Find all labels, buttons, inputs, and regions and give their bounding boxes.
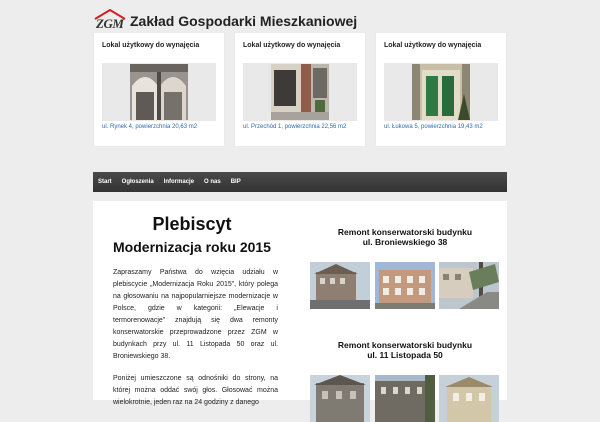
nav-item-bip[interactable]: BIP [230, 179, 241, 185]
gallery-thumbnail[interactable] [439, 262, 499, 309]
listing-caption[interactable]: ul. Rynek 4, powierzchnia 20,63 m2 [102, 124, 198, 130]
listing-caption[interactable]: ul. Łukowa 5, powierzchnia 19,43 m2 [384, 124, 483, 130]
article-paragraph: Poniżej umieszczone są odnośniki do strony, na której można oddać swój głos. Głosować można wielokrotnie, jeden raz na 24 godziny z danego [113, 375, 278, 406]
green-door-photo[interactable] [412, 64, 470, 120]
sidebar-heading-line: Remont konserwatorski budynku [337, 227, 473, 237]
nav-item-start[interactable]: Start [98, 179, 112, 185]
main-nav [93, 172, 507, 192]
sidebar-heading-line: ul. Broniewskiego 38 [362, 237, 448, 247]
listing-image-frame[interactable] [384, 63, 498, 121]
listing-image-frame[interactable] [243, 63, 357, 121]
listing-card[interactable] [376, 33, 506, 146]
nav-item-informacje[interactable]: Informacje [163, 179, 195, 185]
listing-title[interactable]: Lokal użytkowy do wynajęcia [243, 42, 341, 49]
gallery-thumbnail[interactable] [310, 262, 370, 309]
gallery-thumbnail[interactable] [375, 375, 435, 422]
listing-title[interactable]: Lokal użytkowy do wynajęcia [102, 42, 200, 49]
site-header [94, 8, 357, 34]
sidebar-heading-line: Remont konserwatorski budynku [337, 340, 473, 350]
listing-cards [94, 33, 506, 146]
nav-item-o-nas[interactable]: O nas [204, 179, 221, 185]
gallery-thumbnail[interactable] [310, 375, 370, 422]
gallery-thumbnail[interactable] [375, 262, 435, 309]
listing-card[interactable] [235, 33, 365, 146]
listing-caption[interactable]: ul. Przechód 1, powierzchnia 22,56 m2 [243, 124, 347, 130]
sidebar-heading [305, 340, 505, 360]
article-paragraph: Zapraszamy Państwa do wzięcia udziału w plebiscycie „Modernizacja Roku 2015”, który polega na głosowaniu na najpopularniejsze modernizacje w Polsce, gdzie w kategorii: „Elewacje i termorenowacje” znajdują się dwa remonty konserwatorskie przeprowadzone przez ZGM w budynkach przy ul. 11 Listopada 50 oraz ul. Broniewskiego 38. [113, 269, 278, 360]
zgm-logo[interactable] [94, 9, 126, 33]
site-title[interactable]: Zakład Gospodarki Mieszkaniowej [130, 13, 358, 29]
listing-card[interactable] [94, 33, 224, 146]
logo-text: ZGM [96, 16, 124, 31]
storefront-street-photo[interactable] [271, 64, 329, 120]
listing-image-frame[interactable] [102, 63, 216, 121]
arched-hallway-photo[interactable] [130, 64, 188, 120]
nav-item-ogloszenia[interactable]: Ogłoszenia [121, 179, 154, 185]
page-title: Plebiscyt [152, 214, 232, 234]
sidebar-heading-line: ul. 11 Listopada 50 [367, 350, 443, 360]
gallery-thumbnail[interactable] [439, 375, 499, 422]
page-subtitle: Modernizacja roku 2015 [113, 239, 271, 255]
main-content [93, 201, 507, 406]
listing-title[interactable]: Lokal użytkowy do wynajęcia [384, 42, 482, 49]
sidebar-heading [305, 227, 505, 247]
